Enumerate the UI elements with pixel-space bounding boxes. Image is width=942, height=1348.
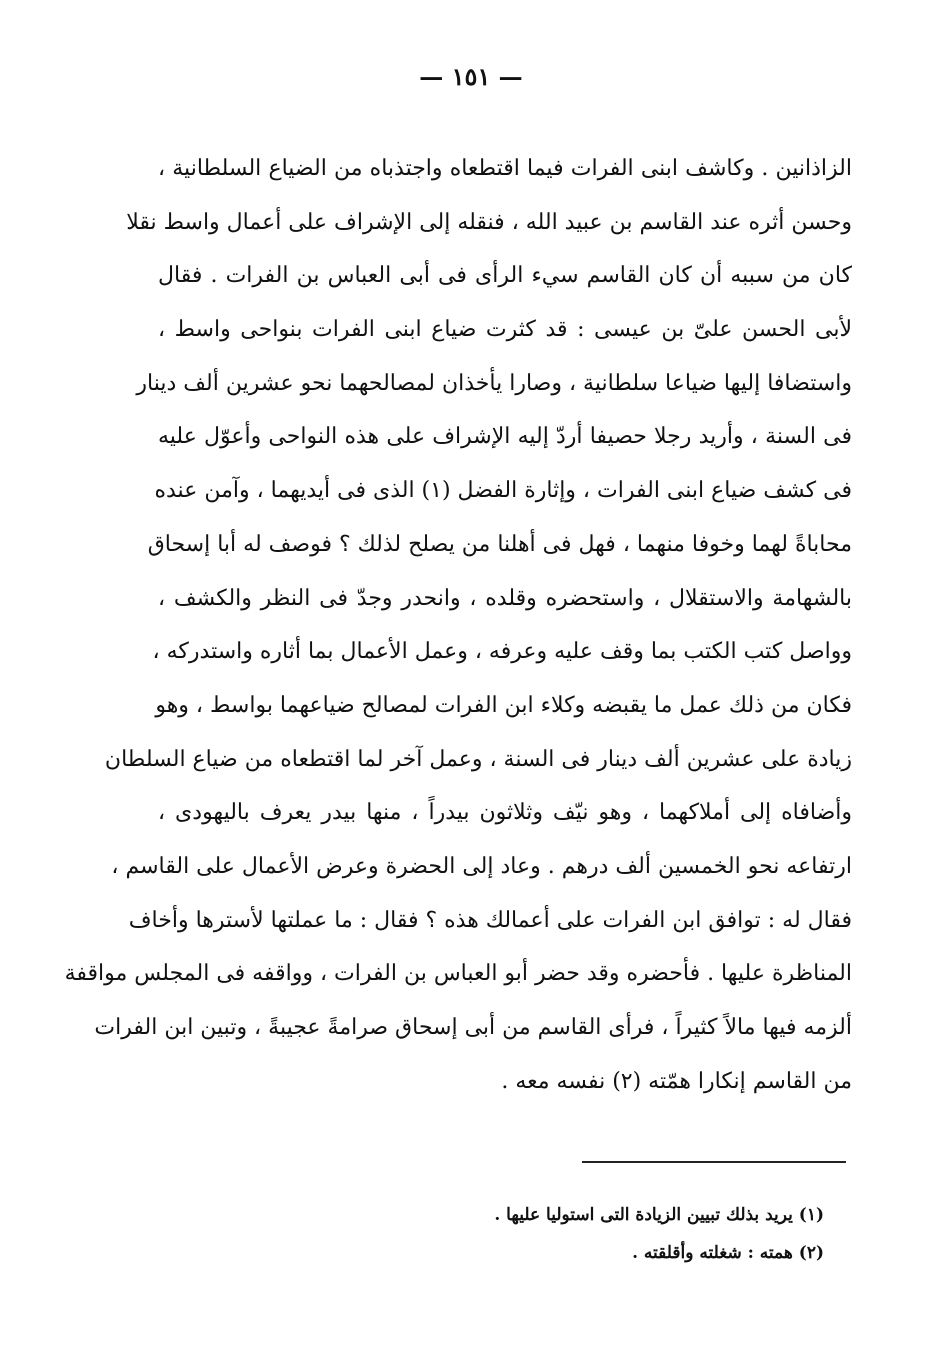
text-line: كان من سببه أن كان القاسم سيء الرأى فى أبى العباس بن الفرات . فقال bbox=[158, 263, 852, 289]
text-line: وواصل كتب الكتب بما وقف عليه وعرفه ، وعمل الأعمال بما أثاره واستدركه ، bbox=[152, 639, 852, 665]
text-line: فى السنة ، وأريد رجلا حصيفا أردّ إليه الإشراف على هذه النواحى وأعوّل عليه bbox=[158, 424, 852, 450]
main-text bbox=[64, 142, 852, 1108]
text-line: ارتفاعه نحو الخمسين ألف درهم . وعاد إلى الحضرة وعرض الأعمال على القاسم ، bbox=[111, 853, 852, 879]
footnotes bbox=[400, 1196, 824, 1272]
text-line: لأبى الحسن علىّ بن عيسى : قد كثرت ضياع ابنى الفرات بنواحى واسط ، bbox=[158, 317, 852, 343]
text-line: واستضافا إليها ضياعا سلطانية ، وصارا يأخذان لمصالحهما نحو عشرين ألف دينار bbox=[136, 370, 852, 396]
footnote-1: (١) يريد بذلك تبيين الزيادة التى استوليا عليها . bbox=[494, 1205, 824, 1225]
text-line: محاباةً لهما وخوفا منهما ، فهل فى أهلنا من يصلح لذلك ؟ فوصف له أبا إسحاق bbox=[147, 531, 852, 557]
text-line: الزاذانين . وكاشف ابنى الفرات فيما اقتطعاه واجتذباه من الضياع السلطانية ، bbox=[158, 156, 852, 181]
text-line: فقال له : توافق ابن الفرات على أعمالك هذه ؟ فقال : ما عملتها لأسترها وأخاف bbox=[128, 907, 852, 933]
text-line: المناظرة عليها . فأحضره وقد حضر أبو العباس بن الفرات ، وواقفه فى المجلس مواقفة bbox=[64, 961, 852, 987]
footnote-2: (٢) همته : شغلته وأقلقته . bbox=[632, 1243, 824, 1263]
text-line: فى كشف ضياع ابنى الفرات ، وإثارة الفضل (١) الذى فى أيديهما ، وآمن عنده bbox=[154, 478, 852, 504]
text-line: فكان من ذلك عمل ما يقبضه وكلاء ابن الفرات لمصالح ضياعهما بواسط ، وهو bbox=[155, 692, 852, 718]
page-number: — ١٥١ — bbox=[419, 62, 523, 91]
text-line: وأضافاه إلى أملاكهما ، وهو نيّف وثلاثون بيدراً ، منها بيدر يعرف باليهودى ، bbox=[158, 800, 852, 826]
footnote-separator bbox=[582, 1161, 846, 1163]
text-line: زيادة على عشرين ألف دينار فى السنة ، وعمل آخر لما اقتطعاه من ضياع السلطان bbox=[104, 746, 852, 772]
text-line: بالشهامة والاستقلال ، واستحضره وقلده ، وانحدر وجدّ فى النظر والكشف ، bbox=[158, 585, 852, 611]
text-line: وحسن أثره عند القاسم بن عبيد الله ، فنقله إلى الإشراف على أعمال واسط نقلا bbox=[126, 209, 852, 235]
text-line: ألزمه فيها مالاً كثيراً ، فرأى القاسم من أبى إسحاق صرامةً عجيبةً ، وتبين ابن الفرات bbox=[94, 1015, 852, 1040]
text-line-last: من القاسم إنكارا همّته (٢) نفسه معه . bbox=[501, 1068, 852, 1094]
